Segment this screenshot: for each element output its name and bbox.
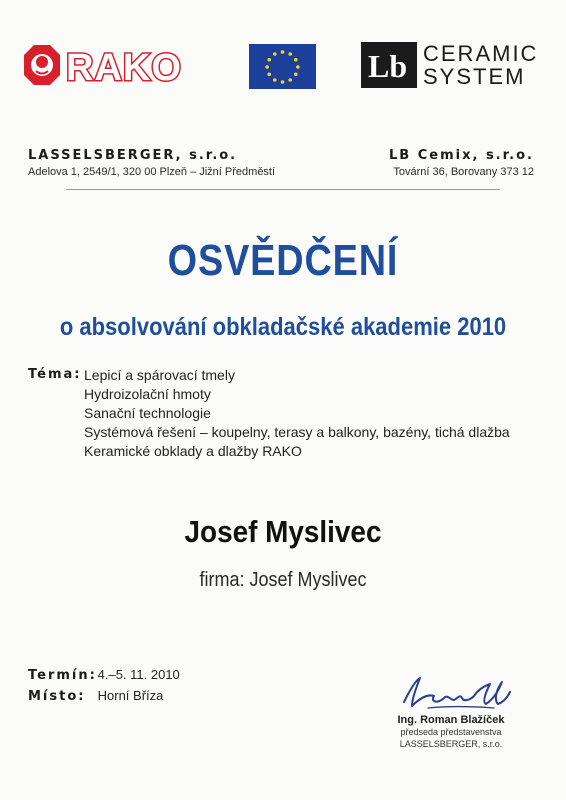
recipient-firm: firma: Josef Myslivec [199,569,367,591]
topic-item: Keramické obklady a dlažby RAKO [84,443,302,459]
header-divider [66,189,500,190]
signer-organization: LASSELSBERGER, s.r.o. [399,739,503,749]
term-row [28,665,180,686]
ceramic-system-logo [361,40,541,90]
company-right-address: Tovární 36, Borovany 373 12 [393,166,534,178]
topic-item: Systémová řešení – koupelny, terasy a balkony, bazény, tichá dlažba [84,424,510,440]
lb-mark-text: Lb [368,48,408,84]
company-left [28,148,275,178]
topics-list [84,366,510,461]
lb-mark-icon [361,42,417,88]
eu-flag [249,44,316,89]
topics-label: Téma: [28,367,82,382]
event-details [28,665,180,707]
certificate-title: OSVĚDČENÍ [167,236,399,285]
company-left-name: LASSELSBERGER, s.r.o. [28,148,238,163]
topic-item: Sanační technologie [84,405,211,421]
certificate-subtitle: o absolvování obkladačské akademie 2010 [59,313,507,341]
handwritten-signature [398,668,516,716]
rako-logo [22,40,212,90]
topic-item: Lepicí a spárovací tmely [84,367,235,383]
term-label: Termín: [28,668,97,683]
company-right [389,148,534,178]
ceramic-line-2: SYSTEM [423,64,526,89]
signer-role: předseda představenstva [400,727,502,737]
term-value: 4.–5. 11. 2010 [97,667,180,682]
recipient-name: Josef Myslivec [184,514,382,549]
place-row [28,686,180,707]
signer-name: Ing. Roman Blažíček [397,714,505,726]
signer-block [376,714,526,750]
place-value: Horní Bříza [97,688,164,703]
rako-logo-text: RAKO [66,47,182,89]
company-left-address: Adelova 1, 2549/1, 320 00 Plzeň – Jižní Předměstí [28,166,276,178]
company-right-name: LB Cemix, s.r.o. [389,148,534,163]
ceramic-line-1: CERAMIC [423,41,539,66]
place-label: Místo: [28,689,86,704]
topic-item: Hydroizolační hmoty [84,386,211,402]
